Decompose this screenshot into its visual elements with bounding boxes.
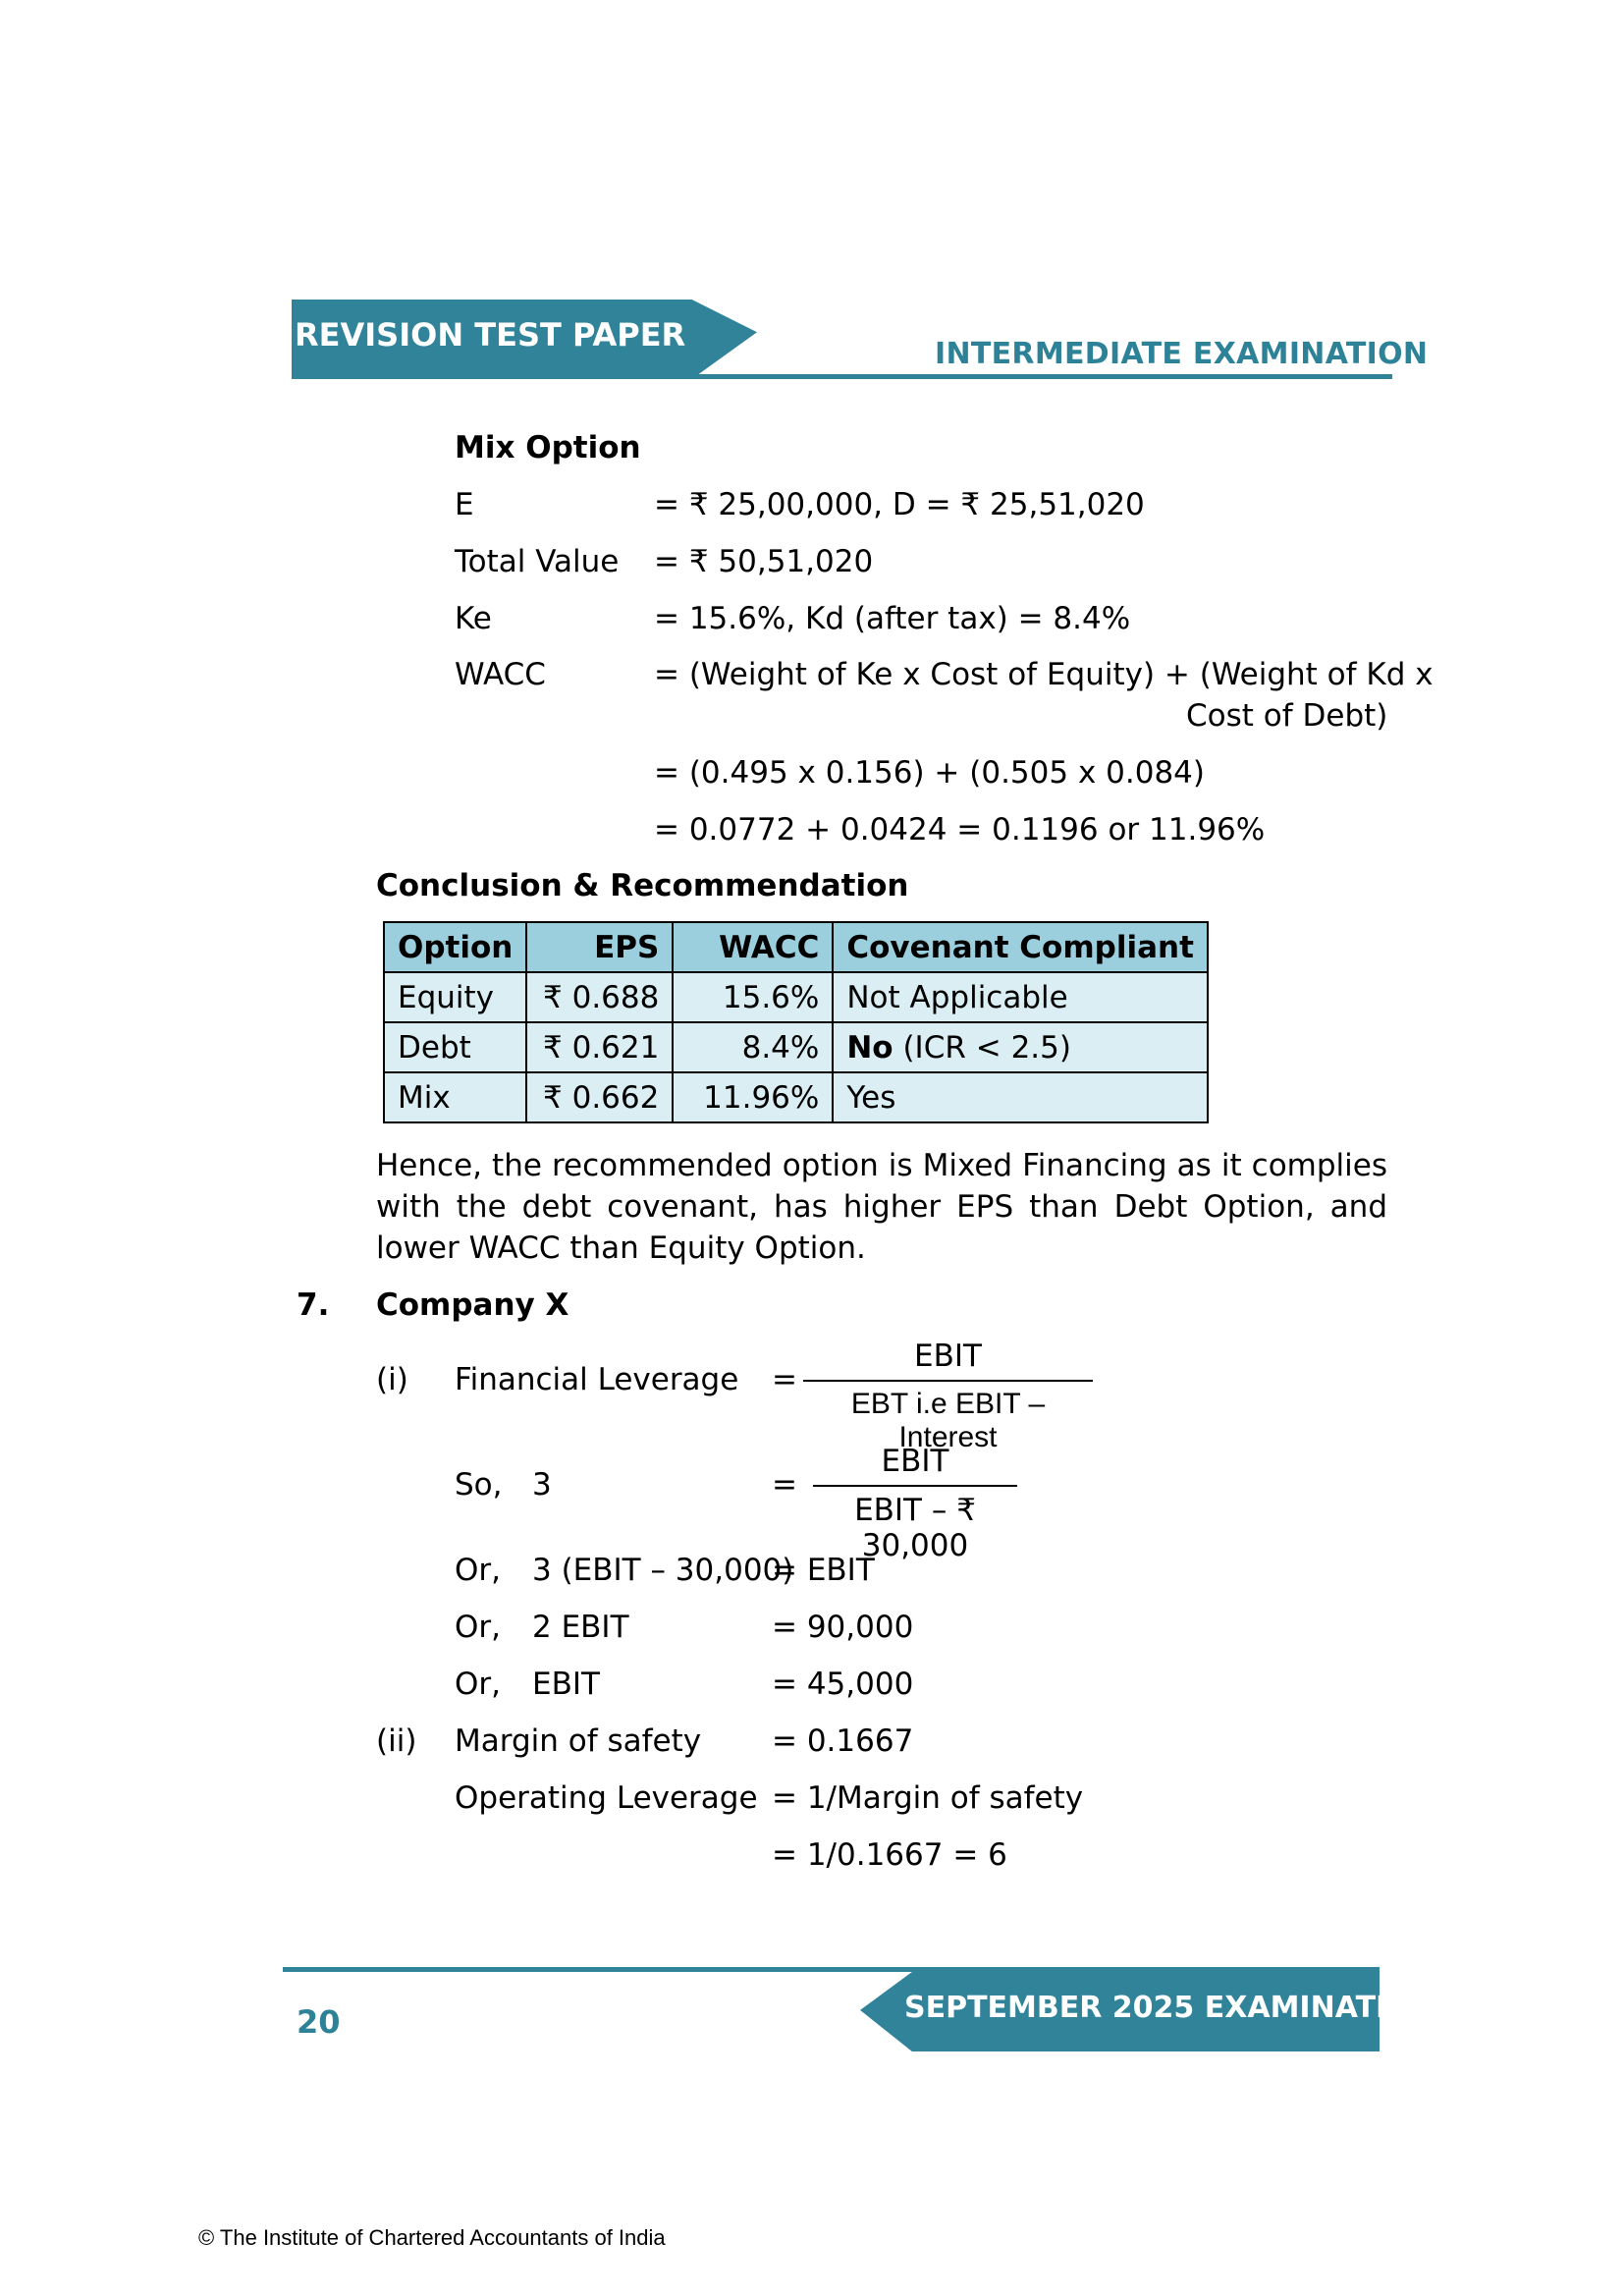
fl-denominator: EBT i.e EBIT – Interest — [850, 1388, 1046, 1453]
step-rhs: = 45,000 — [772, 1667, 914, 1702]
question-title: Company X — [376, 1287, 569, 1323]
table-header-row — [384, 922, 1208, 972]
cell-wacc: 8.4% — [673, 1022, 833, 1072]
header-title: REVISION TEST PAPER — [295, 316, 686, 354]
col-header-wacc: WACC — [673, 922, 833, 972]
step-lhs: EBIT — [532, 1667, 600, 1702]
footer-exam-title: SEPTEMBER 2025 EXAMINATION — [904, 1991, 1436, 2025]
cell-option: Equity — [384, 972, 526, 1022]
cell-option: Mix — [384, 1072, 526, 1122]
wacc-step-1: = (0.495 x 0.156) + (0.505 x 0.084) — [654, 755, 1205, 791]
step-prefix: Or, — [455, 1553, 501, 1588]
row-value-wacc-cont: Cost of Debt) — [1186, 698, 1388, 734]
margin-of-safety-value: = 0.1667 — [772, 1723, 914, 1759]
cell-covenant — [833, 1022, 1208, 1072]
operating-leverage-result: = 1/0.1667 = 6 — [772, 1837, 1007, 1873]
cell-wacc: 15.6% — [673, 972, 833, 1022]
wacc-step-2: = 0.0772 + 0.0424 = 0.1196 or 11.96% — [654, 812, 1266, 847]
step-lhs: 2 EBIT — [532, 1610, 629, 1645]
financial-leverage-label: Financial Leverage — [455, 1362, 739, 1397]
cell-covenant — [833, 972, 1208, 1022]
row-label-total-value: Total Value — [455, 544, 620, 579]
col-header-option: Option — [384, 922, 526, 972]
row-value-ke: = 15.6%, Kd (after tax) = 8.4% — [654, 601, 1131, 636]
so-denominator: EBIT – ₹ 30,000 — [854, 1493, 976, 1563]
row-label-e: E — [455, 487, 474, 522]
covenant-status: No — [846, 1029, 893, 1066]
row-value-e: = ₹ 25,00,000, D = ₹ 25,51,020 — [654, 487, 1145, 522]
cell-eps: ₹ 0.621 — [526, 1022, 673, 1072]
part-ii-marker: (ii) — [376, 1723, 417, 1759]
fl-numerator: EBIT — [914, 1339, 982, 1374]
col-header-covenant: Covenant Compliant — [833, 922, 1208, 972]
copyright-notice: © The Institute of Chartered Accountants of India — [198, 2225, 666, 2250]
step-lhs: 3 (EBIT – 30,000) — [532, 1553, 794, 1588]
cell-option: Debt — [384, 1022, 526, 1072]
step-prefix: Or, — [455, 1610, 501, 1645]
covenant-note: Yes — [846, 1079, 896, 1116]
fl-fraction — [803, 1339, 1093, 1454]
row-value-total-value: = ₹ 50,51,020 — [654, 544, 874, 579]
part-i-marker: (i) — [376, 1362, 408, 1397]
cell-eps: ₹ 0.688 — [526, 972, 673, 1022]
so-value: 3 — [532, 1467, 552, 1503]
header-rule — [292, 374, 1392, 379]
step-rhs: = 90,000 — [772, 1610, 914, 1645]
cell-covenant — [833, 1072, 1208, 1122]
step-rhs: = EBIT — [772, 1553, 875, 1588]
so-word: So, — [455, 1467, 503, 1503]
col-header-eps: EPS — [526, 922, 673, 972]
footer-rule — [283, 1967, 1380, 1972]
summary-table — [383, 921, 1209, 1123]
covenant-note: (ICR < 2.5) — [893, 1029, 1071, 1066]
row-label-wacc: WACC — [455, 657, 546, 692]
operating-leverage-label: Operating Leverage — [455, 1780, 758, 1816]
fl-equals: = — [772, 1362, 797, 1397]
so-numerator: EBIT — [881, 1444, 949, 1479]
mix-option-heading: Mix Option — [455, 430, 641, 465]
row-value-wacc: = (Weight of Ke x Cost of Equity) + (Weight of Kd x — [654, 657, 1434, 692]
conclusion-heading: Conclusion & Recommendation — [376, 868, 909, 903]
page-number: 20 — [297, 2003, 341, 2041]
cell-eps: ₹ 0.662 — [526, 1072, 673, 1122]
step-prefix: Or, — [455, 1667, 501, 1702]
recommendation-paragraph: Hence, the recommended option is Mixed Financing as it complies with the debt covenant, has higher EPS than Debt Option, and lower WACC than Equity Option. — [376, 1148, 1387, 1266]
so-equals: = — [772, 1467, 797, 1503]
covenant-note: Not Applicable — [846, 979, 1068, 1015]
table-row — [384, 1022, 1208, 1072]
question-number: 7. — [297, 1287, 330, 1323]
margin-of-safety-label: Margin of safety — [455, 1723, 702, 1759]
so-fraction — [813, 1444, 1017, 1563]
exam-label: INTERMEDIATE EXAMINATION — [935, 337, 1429, 371]
row-label-ke: Ke — [455, 601, 492, 636]
cell-wacc: 11.96% — [673, 1072, 833, 1122]
table-row — [384, 972, 1208, 1022]
table-row — [384, 1072, 1208, 1122]
operating-leverage-formula: = 1/Margin of safety — [772, 1780, 1084, 1816]
